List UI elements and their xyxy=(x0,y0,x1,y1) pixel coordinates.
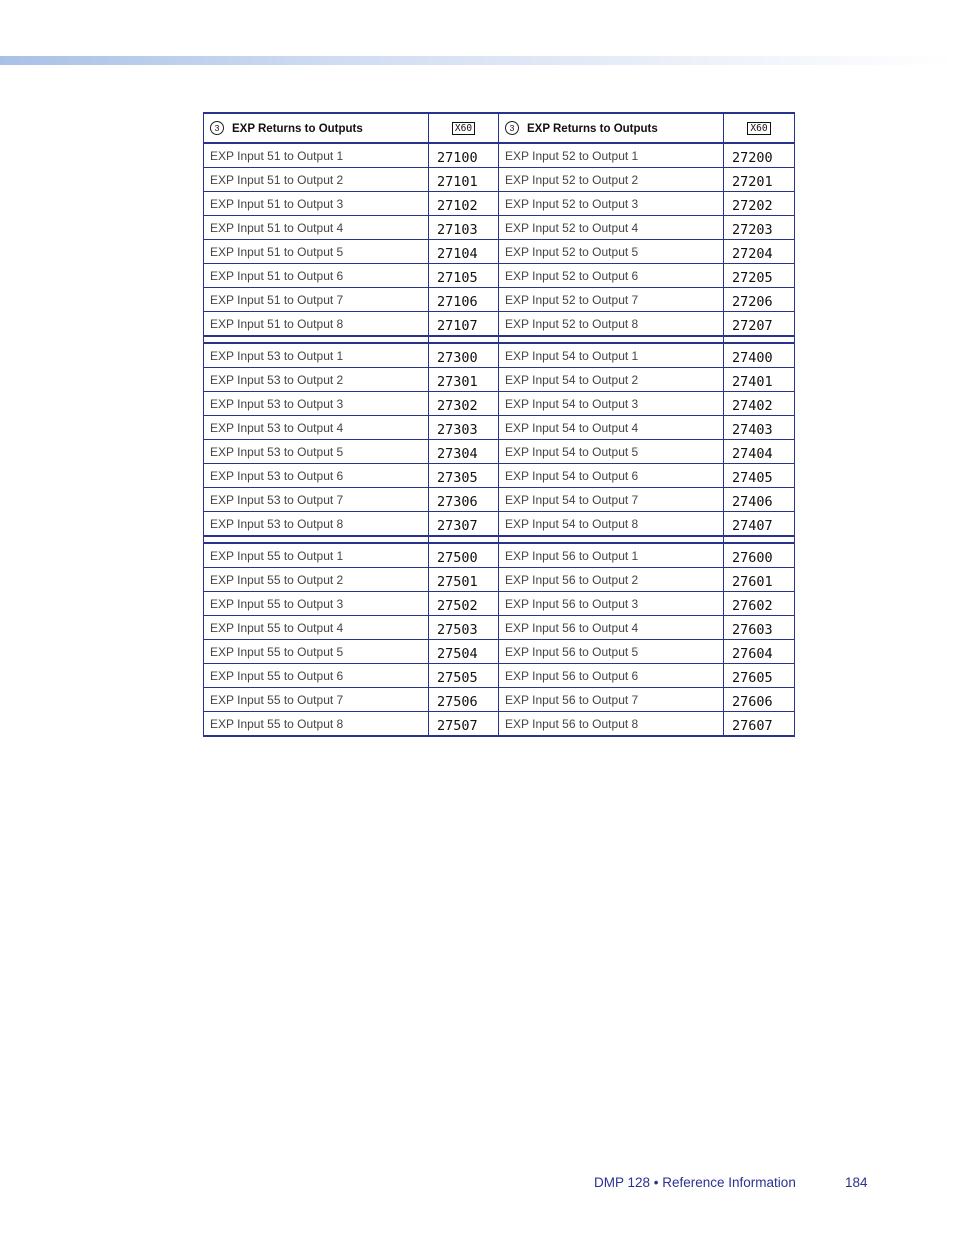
separator-cell xyxy=(724,336,795,343)
command-code-cell: 27604 xyxy=(724,640,795,664)
command-label-cell: EXP Input 56 to Output 1 xyxy=(499,543,724,568)
command-label-cell: EXP Input 51 to Output 1 xyxy=(204,143,429,168)
command-code-cell: 27607 xyxy=(724,712,795,737)
command-label-cell: EXP Input 54 to Output 7 xyxy=(499,488,724,512)
command-label-cell: EXP Input 52 to Output 2 xyxy=(499,168,724,192)
command-code-cell: 27407 xyxy=(724,512,795,537)
command-code-cell: 27400 xyxy=(724,343,795,368)
command-code-cell: 27103 xyxy=(429,216,499,240)
table-row xyxy=(204,543,795,568)
command-label-cell: EXP Input 51 to Output 6 xyxy=(204,264,429,288)
command-label-cell: EXP Input 56 to Output 5 xyxy=(499,640,724,664)
command-code-cell: 27606 xyxy=(724,688,795,712)
command-label-cell: EXP Input 51 to Output 5 xyxy=(204,240,429,264)
command-code-cell: 27305 xyxy=(429,464,499,488)
command-code-cell: 27107 xyxy=(429,312,499,337)
group-separator xyxy=(204,536,795,543)
command-label-cell: EXP Input 51 to Output 3 xyxy=(204,192,429,216)
command-code-cell: 27105 xyxy=(429,264,499,288)
command-label-cell: EXP Input 54 to Output 2 xyxy=(499,368,724,392)
command-label-cell: EXP Input 53 to Output 7 xyxy=(204,488,429,512)
command-label-cell: EXP Input 55 to Output 5 xyxy=(204,640,429,664)
command-code-cell: 27501 xyxy=(429,568,499,592)
table-row xyxy=(204,312,795,337)
command-label-cell: EXP Input 53 to Output 6 xyxy=(204,464,429,488)
command-table-body xyxy=(204,113,795,736)
command-code-cell: 27104 xyxy=(429,240,499,264)
command-label-cell: EXP Input 55 to Output 2 xyxy=(204,568,429,592)
table-row xyxy=(204,688,795,712)
command-code-cell: 27602 xyxy=(724,592,795,616)
command-label-cell: EXP Input 55 to Output 4 xyxy=(204,616,429,640)
command-label-cell: EXP Input 52 to Output 4 xyxy=(499,216,724,240)
command-label-cell: EXP Input 51 to Output 4 xyxy=(204,216,429,240)
command-code-cell: 27401 xyxy=(724,368,795,392)
command-code-cell: 27404 xyxy=(724,440,795,464)
command-code-cell: 27101 xyxy=(429,168,499,192)
table-row xyxy=(204,616,795,640)
table-row xyxy=(204,664,795,688)
command-label-cell: EXP Input 55 to Output 6 xyxy=(204,664,429,688)
separator-cell xyxy=(499,536,724,543)
command-code-cell: 27405 xyxy=(724,464,795,488)
command-label-cell: EXP Input 55 to Output 3 xyxy=(204,592,429,616)
header-title-text: EXP Returns to Outputs xyxy=(232,123,363,135)
command-label-cell: EXP Input 52 to Output 8 xyxy=(499,312,724,337)
command-label-cell: EXP Input 54 to Output 6 xyxy=(499,464,724,488)
table-row xyxy=(204,488,795,512)
table-row xyxy=(204,216,795,240)
command-code-cell: 27200 xyxy=(724,143,795,168)
command-table xyxy=(203,112,795,737)
command-code-cell: 27205 xyxy=(724,264,795,288)
command-code-cell: 27207 xyxy=(724,312,795,337)
command-label-cell: EXP Input 52 to Output 5 xyxy=(499,240,724,264)
table-row xyxy=(204,416,795,440)
table-row xyxy=(204,264,795,288)
header-title-text: EXP Returns to Outputs xyxy=(527,123,658,135)
command-code-cell: 27605 xyxy=(724,664,795,688)
table-header-row xyxy=(204,113,795,143)
command-label-cell: EXP Input 53 to Output 4 xyxy=(204,416,429,440)
command-label-cell: EXP Input 54 to Output 8 xyxy=(499,512,724,537)
command-label-cell: EXP Input 55 to Output 8 xyxy=(204,712,429,737)
command-label-cell: EXP Input 56 to Output 8 xyxy=(499,712,724,737)
command-label-cell: EXP Input 52 to Output 6 xyxy=(499,264,724,288)
header-title-left xyxy=(204,113,429,143)
separator-cell xyxy=(204,336,429,343)
table-row xyxy=(204,568,795,592)
table-row xyxy=(204,440,795,464)
table-row xyxy=(204,640,795,664)
command-label-cell: EXP Input 52 to Output 3 xyxy=(499,192,724,216)
circled-number-marker: 3 xyxy=(210,121,224,135)
command-label-cell: EXP Input 56 to Output 7 xyxy=(499,688,724,712)
command-code-cell: 27402 xyxy=(724,392,795,416)
command-label-cell: EXP Input 53 to Output 3 xyxy=(204,392,429,416)
table-row xyxy=(204,343,795,368)
table-row xyxy=(204,192,795,216)
command-code-cell: 27301 xyxy=(429,368,499,392)
command-label-cell: EXP Input 54 to Output 1 xyxy=(499,343,724,368)
table-row xyxy=(204,143,795,168)
x60-label: X60 xyxy=(452,122,475,135)
separator-cell xyxy=(429,336,499,343)
command-code-cell: 27403 xyxy=(724,416,795,440)
command-label-cell: EXP Input 54 to Output 5 xyxy=(499,440,724,464)
command-code-cell: 27302 xyxy=(429,392,499,416)
header-code-right xyxy=(724,113,795,143)
table-row xyxy=(204,288,795,312)
command-label-cell: EXP Input 51 to Output 2 xyxy=(204,168,429,192)
command-code-cell: 27504 xyxy=(429,640,499,664)
command-code-cell: 27300 xyxy=(429,343,499,368)
header-title-right xyxy=(499,113,724,143)
separator-cell xyxy=(499,336,724,343)
command-code-cell: 27500 xyxy=(429,543,499,568)
circled-number-marker: 3 xyxy=(505,121,519,135)
command-label-cell: EXP Input 53 to Output 2 xyxy=(204,368,429,392)
command-code-cell: 27306 xyxy=(429,488,499,512)
command-code-cell: 27406 xyxy=(724,488,795,512)
table-row xyxy=(204,512,795,537)
command-code-cell: 27505 xyxy=(429,664,499,688)
command-label-cell: EXP Input 52 to Output 7 xyxy=(499,288,724,312)
command-code-cell: 27203 xyxy=(724,216,795,240)
command-label-cell: EXP Input 54 to Output 3 xyxy=(499,392,724,416)
command-code-cell: 27600 xyxy=(724,543,795,568)
separator-cell xyxy=(429,536,499,543)
command-label-cell: EXP Input 54 to Output 4 xyxy=(499,416,724,440)
table-row xyxy=(204,168,795,192)
table-row xyxy=(204,392,795,416)
command-label-cell: EXP Input 51 to Output 7 xyxy=(204,288,429,312)
command-code-cell: 27100 xyxy=(429,143,499,168)
command-code-cell: 27204 xyxy=(724,240,795,264)
table-row xyxy=(204,464,795,488)
command-label-cell: EXP Input 56 to Output 3 xyxy=(499,592,724,616)
command-code-cell: 27603 xyxy=(724,616,795,640)
command-code-cell: 27106 xyxy=(429,288,499,312)
command-code-cell: 27206 xyxy=(724,288,795,312)
table-row xyxy=(204,368,795,392)
command-code-cell: 27202 xyxy=(724,192,795,216)
table-row xyxy=(204,712,795,737)
page-number: 184 xyxy=(845,1175,868,1190)
command-label-cell: EXP Input 55 to Output 7 xyxy=(204,688,429,712)
command-code-cell: 27506 xyxy=(429,688,499,712)
command-label-cell: EXP Input 52 to Output 1 xyxy=(499,143,724,168)
table-row xyxy=(204,592,795,616)
command-label-cell: EXP Input 53 to Output 5 xyxy=(204,440,429,464)
command-code-cell: 27102 xyxy=(429,192,499,216)
separator-cell xyxy=(204,536,429,543)
command-label-cell: EXP Input 56 to Output 2 xyxy=(499,568,724,592)
command-code-cell: 27502 xyxy=(429,592,499,616)
command-code-cell: 27304 xyxy=(429,440,499,464)
footer-document-title: DMP 128 • Reference Information xyxy=(594,1175,796,1190)
command-label-cell: EXP Input 55 to Output 1 xyxy=(204,543,429,568)
header-code-left xyxy=(429,113,499,143)
table-row xyxy=(204,240,795,264)
command-code-cell: 27201 xyxy=(724,168,795,192)
command-label-cell: EXP Input 56 to Output 4 xyxy=(499,616,724,640)
command-code-cell: 27507 xyxy=(429,712,499,737)
command-label-cell: EXP Input 51 to Output 8 xyxy=(204,312,429,337)
x60-label: X60 xyxy=(747,122,770,135)
separator-cell xyxy=(724,536,795,543)
command-label-cell: EXP Input 53 to Output 1 xyxy=(204,343,429,368)
group-separator xyxy=(204,336,795,343)
command-label-cell: EXP Input 53 to Output 8 xyxy=(204,512,429,537)
command-code-cell: 27303 xyxy=(429,416,499,440)
command-code-cell: 27307 xyxy=(429,512,499,537)
header-gradient-band xyxy=(0,56,954,65)
command-code-cell: 27601 xyxy=(724,568,795,592)
command-label-cell: EXP Input 56 to Output 6 xyxy=(499,664,724,688)
command-code-cell: 27503 xyxy=(429,616,499,640)
